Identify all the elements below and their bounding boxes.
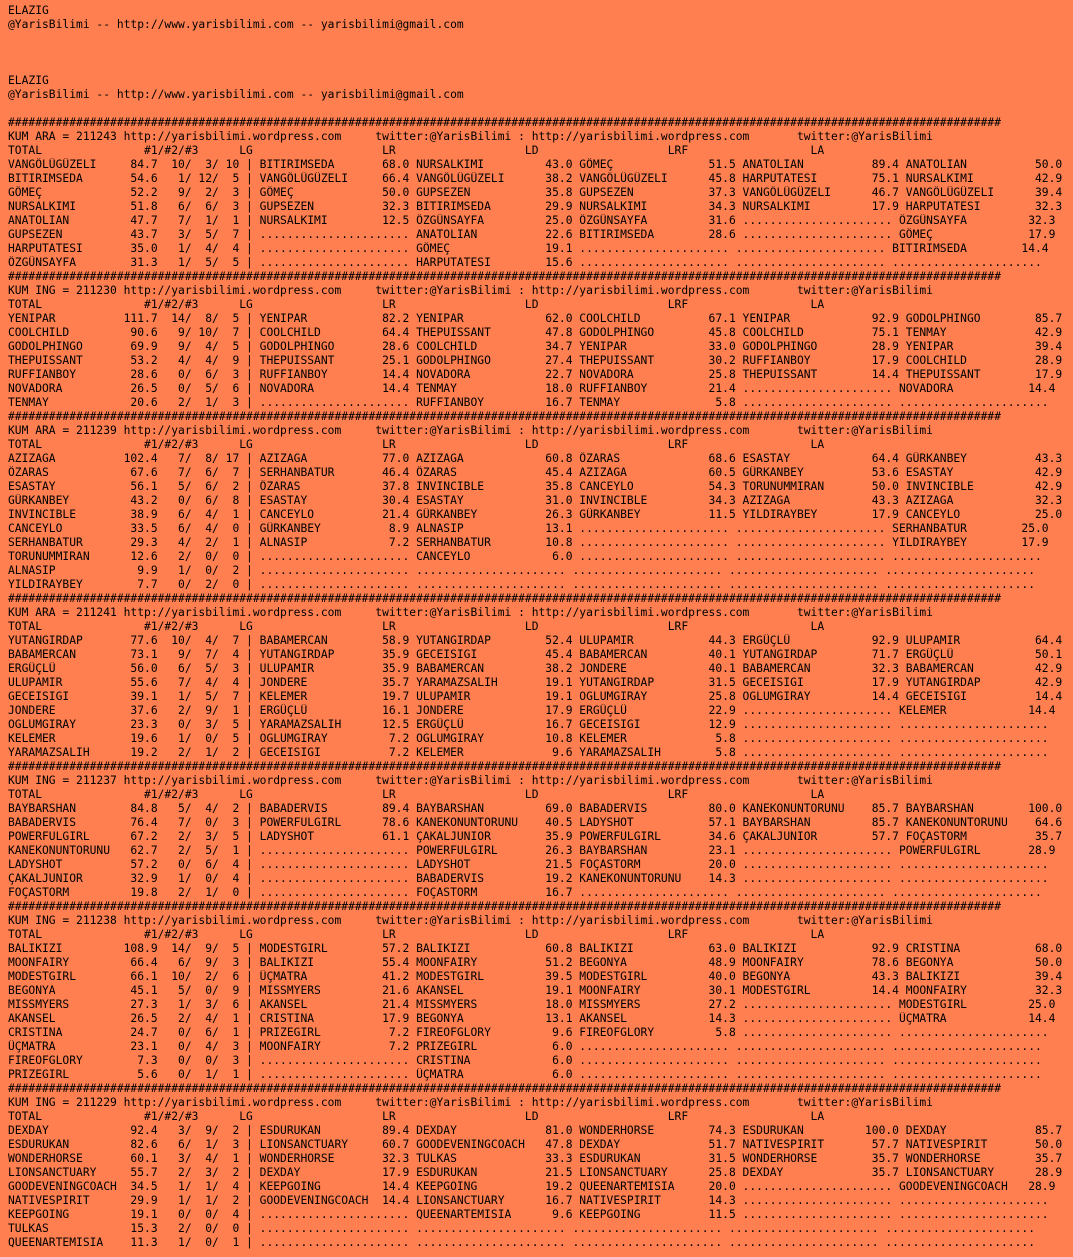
column-header-row: TOTAL #1/#2/#3 LG LR LD LRF LA xyxy=(8,298,825,311)
table-row: FIREOFGLORY 7.3 0/ 0/ 3 | ...................... CRISTINA 6.0 ...................... ...................... ...................... xyxy=(8,1054,1042,1067)
table-row: YENIPAR 111.7 14/ 8/ 5 | YENIPAR 82.2 YENIPAR 62.0 COOLCHILD 67.1 YENIPAR 92.9 GODOLPHINGO 85.7 xyxy=(8,312,1063,325)
race-header: KUM ARA = 211243 http://yarisbilimi.wordpress.com twitter:@YarisBilimi : http://yarisbilimi.wordpress.com twitter:@YarisBilimi xyxy=(8,130,933,143)
table-row: DEXDAY 92.4 3/ 9/ 2 | ESDURUKAN 89.4 DEXDAY 81.0 WONDERHORSE 74.3 ESDURUKAN 100.0 DEXDAY 85.7 xyxy=(8,1124,1063,1137)
table-row: SERHANBATUR 29.3 4/ 2/ 1 | ALNASIP 7.2 SERHANBATUR 10.8 ...................... ...................... YILDIRAYBEY 17.9 xyxy=(8,536,1049,549)
table-row: KANEKONUNTORUNU 62.7 2/ 5/ 1 | ...................... POWERFULGIRL 26.3 BAYBARSHAN 23.1 ...................... POWERFULGIRL 28.9 xyxy=(8,844,1056,857)
contact-line: @YarisBilimi -- http://www.yarisbilimi.com -- yarisbilimi@gmail.com xyxy=(8,88,464,101)
table-row: BEGONYA 45.1 5/ 0/ 9 | MISSMYERS 21.6 AKANSEL 19.1 MOONFAIRY 30.1 MODESTGIRL 14.4 MOONFAIRY 32.3 xyxy=(8,984,1063,997)
section-divider: ################################################################################################################################################## xyxy=(8,1082,1001,1095)
table-row: TORUNUMMIRAN 12.6 2/ 0/ 0 | ...................... CANCEYLO 6.0 ...................... ...................... ...................... xyxy=(8,550,1042,563)
section-divider: ################################################################################################################################################## xyxy=(8,592,1001,605)
table-row: OGLUMGIRAY 23.3 0/ 3/ 5 | YARAMAZSALIH 12.5 ERGÜÇLÜ 16.7 GECEISIGI 12.9 ...................... ...................... xyxy=(8,718,1049,731)
table-row: KEEPGOING 19.1 0/ 0/ 4 | ...................... QUEENARTEMISIA 9.6 KEEPGOING 11.5 ...................... ...................... xyxy=(8,1208,1049,1221)
table-row: BABAMERCAN 73.1 9/ 7/ 4 | YUTANGIRDAP 35.9 GECEISIGI 45.4 BABAMERCAN 40.1 YUTANGIRDAP 71.7 ERGÜÇLÜ 50.1 xyxy=(8,648,1063,661)
table-row: YARAMAZSALIH 19.2 2/ 1/ 2 | GECEISIGI 7.2 KELEMER 9.6 YARAMAZSALIH 5.8 ...................... ...................... xyxy=(8,746,1049,759)
table-row: GUPSEZEN 43.7 3/ 5/ 7 | ...................... ANATOLIAN 22.6 BITIRIMSEDA 28.6 ...................... GÖMEÇ 17.9 xyxy=(8,228,1056,241)
table-row: GÖMEÇ 52.2 9/ 2/ 3 | GÖMEÇ 50.0 GUPSEZEN 35.8 GUPSEZEN 37.3 VANGÖLÜGÜZELI 46.7 VANGÖLÜGÜZELI 39.4 xyxy=(8,186,1063,199)
section-divider: ################################################################################################################################################## xyxy=(8,410,1001,423)
table-row: ERGÜÇLÜ 56.0 6/ 5/ 3 | ULUPAMIR 35.9 BABAMERCAN 38.2 JONDERE 40.1 BABAMERCAN 32.3 BABAMERCAN 42.9 xyxy=(8,662,1063,675)
race-header: KUM ARA = 211241 http://yarisbilimi.wordpress.com twitter:@YarisBilimi : http://yarisbilimi.wordpress.com twitter:@YarisBilimi xyxy=(8,606,933,619)
table-row: GECEISIGI 39.1 1/ 5/ 7 | KELEMER 19.7 ULUPAMIR 19.1 OGLUMGIRAY 25.8 OGLUMGIRAY 14.4 GECEISIGI 14.4 xyxy=(8,690,1063,703)
table-row: ÇAKALJUNIOR 32.9 1/ 0/ 4 | ...................... BABADERVIS 19.2 KANEKONUNTORUNU 14.3 ...................... ...................... xyxy=(8,872,1049,885)
section-divider: ################################################################################################################################################## xyxy=(8,900,1001,913)
column-header-row: TOTAL #1/#2/#3 LG LR LD LRF LA xyxy=(8,620,825,633)
table-row: JONDERE 37.6 2/ 9/ 1 | ERGÜÇLÜ 16.1 JONDERE 17.9 ERGÜÇLÜ 22.9 ...................... KELEMER 14.4 xyxy=(8,704,1056,717)
table-row: MISSMYERS 27.3 1/ 3/ 6 | AKANSEL 21.4 MISSMYERS 18.0 MISSMYERS 27.2 ...................... MODESTGIRL 25.0 xyxy=(8,998,1056,1011)
city-title: ELAZIG xyxy=(8,74,49,87)
table-row: CRISTINA 24.7 0/ 6/ 1 | PRIZEGIRL 7.2 FIREOFGLORY 9.6 FIREOFGLORY 5.8 ...................... ...................... xyxy=(8,1026,1049,1039)
table-row: YILDIRAYBEY 7.7 0/ 2/ 0 | ...................... ...................... ...................... ...................... ...................... xyxy=(8,578,1035,591)
table-row: KELEMER 19.6 1/ 0/ 5 | OGLUMGIRAY 7.2 OGLUMGIRAY 10.8 KELEMER 5.8 ...................... ...................... xyxy=(8,732,1049,745)
table-row: LIONSANCTUARY 55.7 2/ 3/ 2 | DEXDAY 17.9 ESDURUKAN 21.5 LIONSANCTUARY 25.8 DEXDAY 35.7 LIONSANCTUARY 28.9 xyxy=(8,1166,1063,1179)
blank-line xyxy=(8,60,1073,74)
blank-line xyxy=(8,46,1073,60)
race-header: KUM ING = 211230 http://yarisbilimi.wordpress.com twitter:@YarisBilimi : http://yarisbilimi.wordpress.com twitter:@YarisBilimi xyxy=(8,284,933,297)
column-header-row: TOTAL #1/#2/#3 LG LR LD LRF LA xyxy=(8,1110,825,1123)
race-header: KUM ARA = 211239 http://yarisbilimi.wordpress.com twitter:@YarisBilimi : http://yarisbilimi.wordpress.com twitter:@YarisBilimi xyxy=(8,424,933,437)
table-row: RUFFIANBOY 28.6 0/ 6/ 3 | RUFFIANBOY 14.4 NOVADORA 22.7 NOVADORA 25.8 THEPUISSANT 14.4 THEPUISSANT 17.9 xyxy=(8,368,1063,381)
blank-line xyxy=(8,32,1073,46)
table-row: INVINCIBLE 38.9 6/ 4/ 1 | CANCEYLO 21.4 GÜRKANBEY 26.3 GÜRKANBEY 11.5 YILDIRAYBEY 17.9 CANCEYLO 25.0 xyxy=(8,508,1063,521)
table-row: ESASTAY 56.1 5/ 6/ 2 | ÖZARAS 37.8 INVINCIBLE 35.8 CANCEYLO 54.3 TORUNUMMIRAN 50.0 INVINCIBLE 42.9 xyxy=(8,480,1063,493)
table-row: NURSALKIMI 51.8 6/ 6/ 3 | GUPSEZEN 32.3 BITIRIMSEDA 29.9 NURSALKIMI 34.3 NURSALKIMI 17.9 HARPUTATESI 32.3 xyxy=(8,200,1063,213)
table-row: ESDURUKAN 82.6 6/ 1/ 3 | LIONSANCTUARY 60.7 GOODEVENINGCOACH 47.8 DEXDAY 51.7 NATIVESPIRIT 57.7 NATIVESPIRIT 50.0 xyxy=(8,1138,1063,1151)
table-row: LADYSHOT 57.2 0/ 6/ 4 | ...................... LADYSHOT 21.5 FOÇASTORM 20.0 ...................... ...................... xyxy=(8,858,1049,871)
table-row: GÜRKANBEY 43.2 0/ 6/ 8 | ESASTAY 30.4 ESASTAY 31.0 INVINCIBLE 34.3 AZIZAGA 43.3 AZIZAGA 32.3 xyxy=(8,494,1063,507)
contact-line: @YarisBilimi -- http://www.yarisbilimi.com -- yarisbilimi@gmail.com xyxy=(8,18,464,31)
table-row: BITIRIMSEDA 54.6 1/ 12/ 5 | VANGÖLÜGÜZELI 66.4 VANGÖLÜGÜZELI 38.2 VANGÖLÜGÜZELI 45.8 HARPUTATESI 75.1 NURSALKIMI 42.9 xyxy=(8,172,1063,185)
table-row: BAYBARSHAN 84.8 5/ 4/ 2 | BABADERVIS 89.4 BAYBARSHAN 69.0 BABADERVIS 80.0 KANEKONUNTORUNU 85.7 BAYBARSHAN 100.0 xyxy=(8,802,1063,815)
table-row: GODOLPHINGO 69.9 9/ 4/ 5 | GODOLPHINGO 28.6 COOLCHILD 34.7 YENIPAR 33.0 GODOLPHINGO 28.9 YENIPAR 39.4 xyxy=(8,340,1063,353)
section-divider: ################################################################################################################################################## xyxy=(8,116,1001,129)
table-row: THEPUISSANT 53.2 4/ 4/ 9 | THEPUISSANT 25.1 GODOLPHINGO 27.4 THEPUISSANT 30.2 RUFFIANBOY 17.9 COOLCHILD 28.9 xyxy=(8,354,1063,367)
column-header-row: TOTAL #1/#2/#3 LG LR LD LRF LA xyxy=(8,788,825,801)
table-row: MOONFAIRY 66.4 6/ 9/ 3 | BALIKIZI 55.4 MOONFAIRY 51.2 BEGONYA 48.9 MOONFAIRY 78.6 BEGONYA 50.0 xyxy=(8,956,1063,969)
column-header-row: TOTAL #1/#2/#3 LG LR LD LRF LA xyxy=(8,144,825,157)
table-row: NOVADORA 26.5 0/ 5/ 6 | NOVADORA 14.4 TENMAY 18.0 RUFFIANBOY 21.4 ...................... NOVADORA 14.4 xyxy=(8,382,1056,395)
table-row: PRIZEGIRL 5.6 0/ 1/ 1 | ...................... ÜÇMATRA 6.0 ...................... ...................... ...................... xyxy=(8,1068,1042,1081)
table-row: TULKAS 15.3 2/ 0/ 0 | ...................... ...................... ...................... ...................... ...................... xyxy=(8,1222,1035,1235)
table-row: CANCEYLO 33.5 6/ 4/ 0 | GÜRKANBEY 8.9 ALNASIP 13.1 ...................... ...................... SERHANBATUR 25.0 xyxy=(8,522,1049,535)
section-divider: ################################################################################################################################################## xyxy=(8,760,1001,773)
table-row: POWERFULGIRL 67.2 2/ 3/ 5 | LADYSHOT 61.1 ÇAKALJUNIOR 35.9 POWERFULGIRL 34.6 ÇAKALJUNIOR 57.7 FOÇASTORM 35.7 xyxy=(8,830,1063,843)
race-header: KUM ING = 211237 http://yarisbilimi.wordpress.com twitter:@YarisBilimi : http://yarisbilimi.wordpress.com twitter:@YarisBilimi xyxy=(8,774,933,787)
table-row: BALIKIZI 108.9 14/ 9/ 5 | MODESTGIRL 57.2 BALIKIZI 60.8 BALIKIZI 63.0 BALIKIZI 92.9 CRISTINA 68.0 xyxy=(8,942,1063,955)
column-header-row: TOTAL #1/#2/#3 LG LR LD LRF LA xyxy=(8,438,825,451)
table-row: ÖZARAS 67.6 7/ 6/ 7 | SERHANBATUR 46.4 ÖZARAS 45.4 AZIZAGA 60.5 GÜRKANBEY 53.6 ESASTAY 42.9 xyxy=(8,466,1063,479)
table-row: FOÇASTORM 19.8 2/ 1/ 0 | ...................... FOÇASTORM 16.7 ...................... ...................... ...................... xyxy=(8,886,1042,899)
table-row: HARPUTATESI 35.0 1/ 4/ 4 | ...................... GÖMEÇ 19.1 ...................... ...................... BITIRIMSEDA 14.4 xyxy=(8,242,1049,255)
table-row: ÜÇMATRA 23.1 0/ 4/ 3 | MOONFAIRY 7.2 PRIZEGIRL 6.0 ...................... ...................... ...................... xyxy=(8,1040,1042,1053)
race-header: KUM ING = 211238 http://yarisbilimi.wordpress.com twitter:@YarisBilimi : http://yarisbilimi.wordpress.com twitter:@YarisBilimi xyxy=(8,914,933,927)
table-row: GOODEVENINGCOACH 34.5 1/ 1/ 4 | KEEPGOING 14.4 KEEPGOING 19.2 QUEENARTEMISIA 20.0 ...................... GOODEVENINGCOACH 28.9 xyxy=(8,1180,1056,1193)
table-row: NATIVESPIRIT 29.9 1/ 1/ 2 | GOODEVENINGCOACH 14.4 LIONSANCTUARY 16.7 NATIVESPIRIT 14.3 ...................... ...................... xyxy=(8,1194,1049,1207)
table-row: ÖZGÜNSAYFA 31.3 1/ 5/ 5 | ...................... HARPUTATESI 15.6 ...................... ...................... ...................... xyxy=(8,256,1042,269)
table-row: ULUPAMIR 55.6 7/ 4/ 4 | JONDERE 35.7 YARAMAZSALIH 19.1 YUTANGIRDAP 31.5 GECEISIGI 17.9 YUTANGIRDAP 42.9 xyxy=(8,676,1063,689)
column-header-row: TOTAL #1/#2/#3 LG LR LD LRF LA xyxy=(8,928,825,941)
table-row: TENMAY 20.6 2/ 1/ 3 | ...................... RUFFIANBOY 16.7 TENMAY 5.8 ...................... ...................... xyxy=(8,396,1049,409)
table-row: AKANSEL 26.5 2/ 4/ 1 | CRISTINA 17.9 BEGONYA 13.1 AKANSEL 14.3 ...................... ÜÇMATRA 14.4 xyxy=(8,1012,1056,1025)
table-row: WONDERHORSE 60.1 3/ 4/ 1 | WONDERHORSE 32.3 TULKAS 33.3 ESDURUKAN 31.5 WONDERHORSE 35.7 WONDERHORSE 35.7 xyxy=(8,1152,1063,1165)
blank-line xyxy=(8,102,1073,116)
table-row: ANATOLIAN 47.7 7/ 1/ 1 | NURSALKIMI 12.5 ÖZGÜNSAYFA 25.0 ÖZGÜNSAYFA 31.6 ...................... ÖZGÜNSAYFA 32.3 xyxy=(8,214,1056,227)
table-row: BABADERVIS 76.4 7/ 0/ 3 | POWERFULGIRL 78.6 KANEKONUNTORUNU 40.5 LADYSHOT 57.1 BAYBARSHAN 85.7 KANEKONUNTORUNU 64.6 xyxy=(8,816,1063,829)
table-row: YUTANGIRDAP 77.6 10/ 4/ 7 | BABAMERCAN 58.9 YUTANGIRDAP 52.4 ULUPAMIR 44.3 ERGÜÇLÜ 92.9 ULUPAMIR 64.4 xyxy=(8,634,1063,647)
table-row: MODESTGIRL 66.1 10/ 2/ 6 | ÜÇMATRA 41.2 MODESTGIRL 39.5 MODESTGIRL 40.0 BEGONYA 43.3 BALIKIZI 39.4 xyxy=(8,970,1063,983)
section-divider: ################################################################################################################################################## xyxy=(8,270,1001,283)
table-row: VANGÖLÜGÜZELI 84.7 10/ 3/ 10 | BITIRIMSEDA 68.0 NURSALKIMI 43.0 GÖMEÇ 51.5 ANATOLIAN 89.4 ANATOLIAN 50.0 xyxy=(8,158,1063,171)
table-row: ALNASIP 9.9 1/ 0/ 2 | ...................... ...................... ...................... ...................... ...................... xyxy=(8,564,1035,577)
city-title: ELAZIG xyxy=(8,4,49,17)
table-row: QUEENARTEMISIA 11.3 1/ 0/ 1 | ...................... ...................... ...................... ...................... ...................... xyxy=(8,1236,1035,1249)
race-header: KUM ING = 211229 http://yarisbilimi.wordpress.com twitter:@YarisBilimi : http://yarisbilimi.wordpress.com twitter:@YarisBilimi xyxy=(8,1096,933,1109)
table-row: AZIZAGA 102.4 7/ 8/ 17 | AZIZAGA 77.0 AZIZAGA 60.8 ÖZARAS 68.6 ESASTAY 64.4 GÜRKANBEY 43.3 xyxy=(8,452,1063,465)
table-row: COOLCHILD 90.6 9/ 10/ 7 | COOLCHILD 64.4 THEPUISSANT 47.8 GODOLPHINGO 45.8 COOLCHILD 75.1 TENMAY 42.9 xyxy=(8,326,1063,339)
